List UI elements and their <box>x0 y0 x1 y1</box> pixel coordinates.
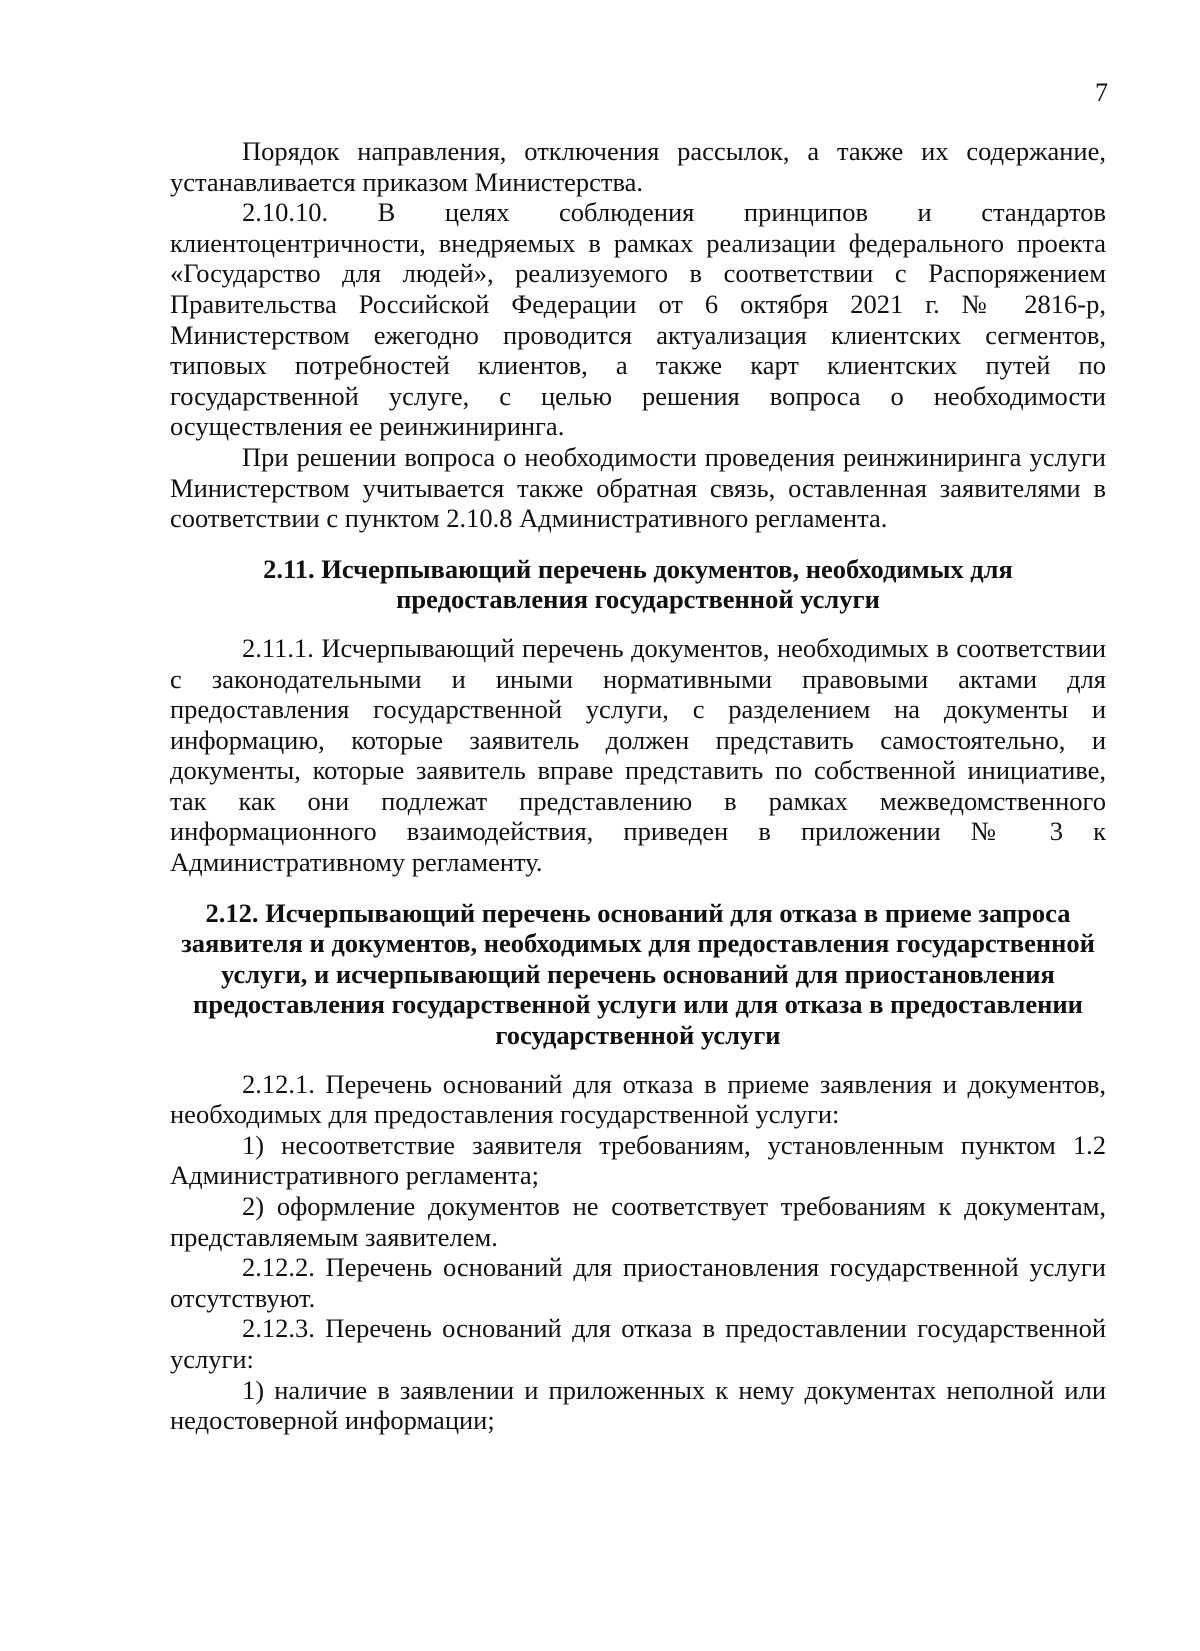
page-number: 7 <box>1095 78 1108 107</box>
paragraph-2-12-3: 2.12.3. Перечень оснований для отказа в предоставлении государственной услуги: <box>170 1313 1106 1374</box>
list-item-2-12-1-1: 1) несоответствие заявителя требованиям, установленным пунктом 1.2 Административного регламента; <box>170 1129 1106 1191</box>
section-heading-2-11: 2.11. Исчерпывающий перечень документов, необходимых для предоставления государственной услуги <box>263 553 1013 615</box>
paragraph-reengineering-feedback: При решении вопроса о необходимости проведения реинжиниринга услуги Министерством учитывается также обратная связь, оставленная заявителями в соответствии с пунктом 2.10.8 Административного регламента. <box>170 441 1106 534</box>
paragraph-mailing-order: Порядок направления, отключения рассылок, а также их содержание, устанавливается приказом Министерства. <box>170 136 1106 197</box>
paragraph-2-11-1: 2.11.1. Исчерпывающий перечень документов, необходимых в соответствии с законодательными и иными нормативными правовыми актами для предоставления государственной услуги, с разделением на документы и информацию, которые заявитель должен представить самостоятельно, и документы, которые заявитель вправе представить по собственной инициативе, так как они подлежат представлению в рамках межведомственного информационного взаимодействия, приведен в приложении № 3 к Административному регламенту. <box>170 632 1106 878</box>
paragraph-2-12-1: 2.12.1. Перечень оснований для отказа в приеме заявления и документов, необходимых для предоставления государственной услуги: <box>170 1068 1106 1130</box>
paragraph-2-12-2: 2.12.2. Перечень оснований для приостановления государственной услуги отсутствуют. <box>170 1252 1106 1313</box>
list-item-2-12-3-1: 1) наличие в заявлении и приложенных к нему документах неполной или недостоверной информации; <box>170 1374 1106 1436</box>
paragraph-2-10-10: 2.10.10. В целях соблюдения принципов и стандартов клиентоцентричности, внедряемых в рамках реализации федерального проекта «Государство для людей», реализуемого в соответствии с Распоряжением Правительства Российской Федерации от 6 октября 2021 г. № 2816-р, Министерством ежегодно проводится актуализация клиентских сегментов, типовых потребностей клиентов, а также карт клиентских путей по государственной услуге, с целью решения вопроса о необходимости осуществления ее реинжиниринга. <box>170 197 1106 442</box>
section-heading-2-12: 2.12. Исчерпывающий перечень оснований для отказа в приеме запроса заявителя и документов, необходимых для предоставления государственной услуги, и исчерпывающий перечень оснований для приостановления предоставления государственной услуги или для отказа в предоставлении государственной услуги <box>181 897 1095 1051</box>
document-body <box>170 136 1106 1436</box>
list-item-2-12-1-2: 2) оформление документов не соответствует требованиям к документам, представляемым заявителем. <box>170 1191 1106 1252</box>
